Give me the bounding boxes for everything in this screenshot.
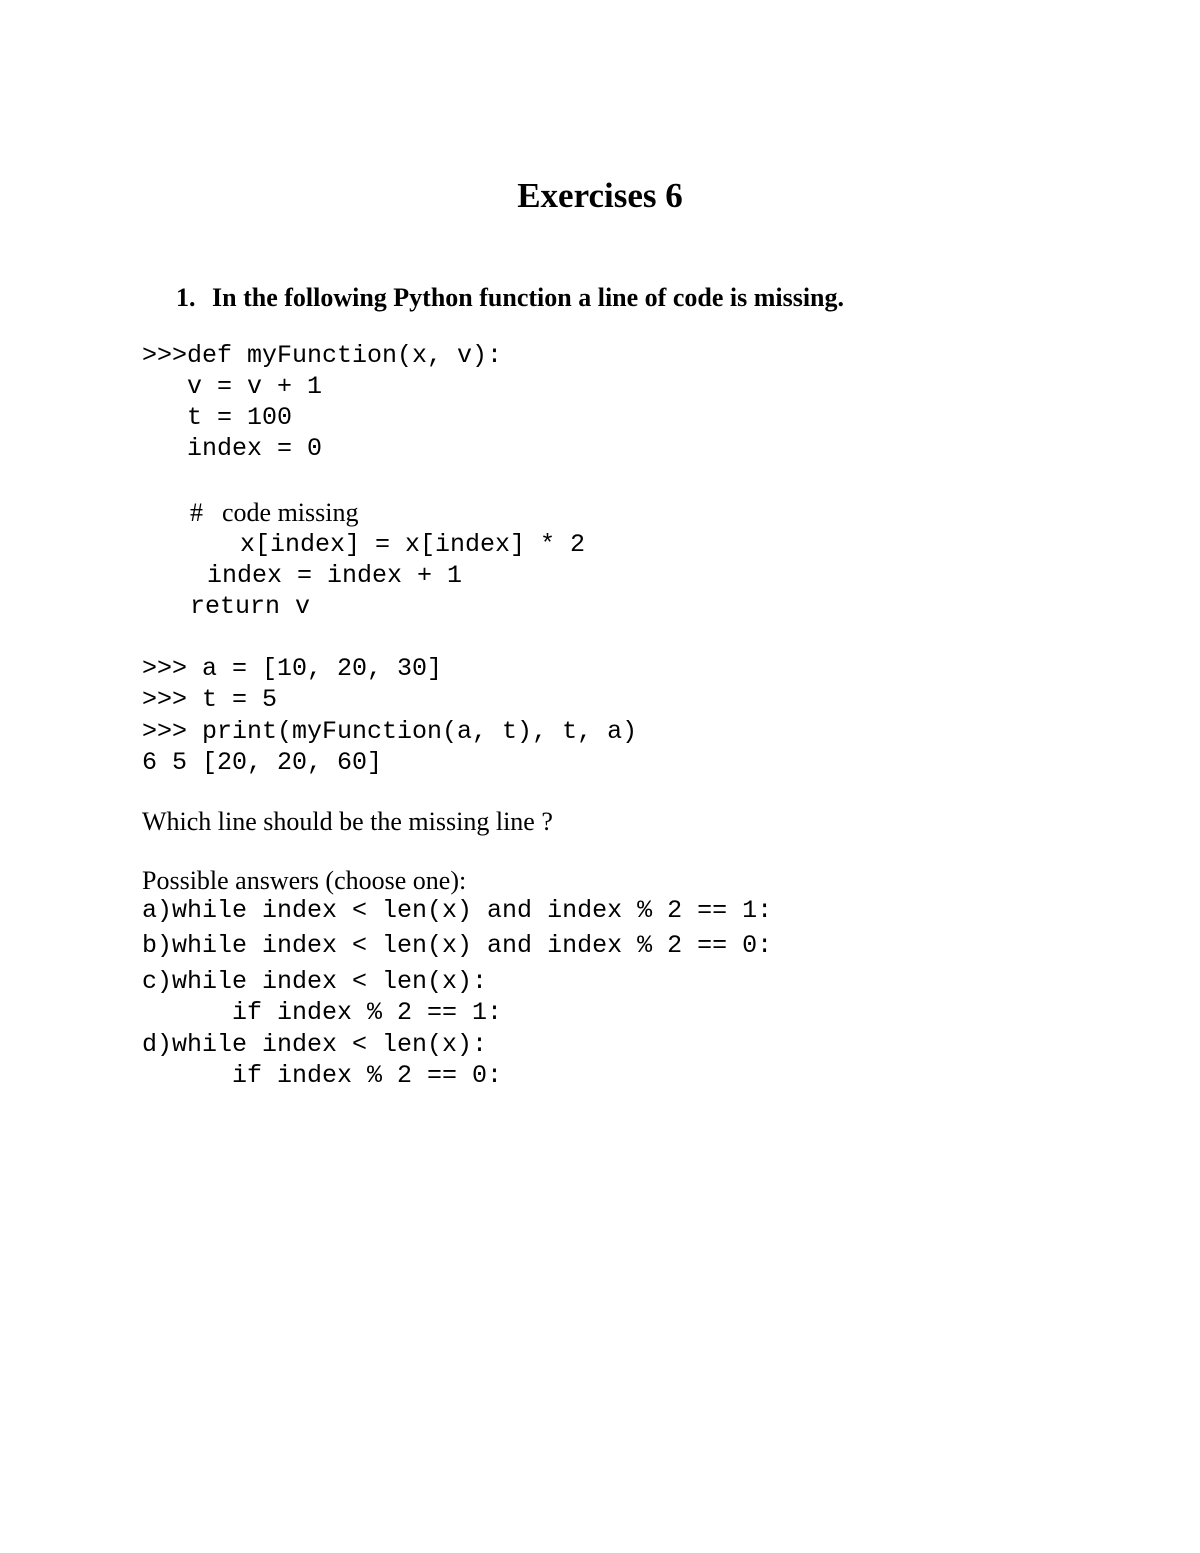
code-line: index = 0 <box>142 434 323 463</box>
comment-text: code missing <box>222 498 359 527</box>
question-number: 1. <box>176 283 196 312</box>
prompt-text: Which line should be the missing line ? <box>142 807 553 836</box>
session-line: 6 5 [20, 20, 60] <box>142 748 383 777</box>
code-line: x[index] = x[index] * 2 <box>240 530 586 559</box>
page-title: Exercises 6 <box>517 176 683 215</box>
comment-hash: # <box>190 498 203 527</box>
answer-b: b)while index < len(x) and index % 2 == 0: <box>142 931 773 960</box>
answer-a: a)while index < len(x) and index % 2 == 1: <box>142 896 773 925</box>
answer-c: c)while index < len(x): <box>142 967 488 996</box>
answer-d-cont: if index % 2 == 0: <box>142 1061 503 1090</box>
code-line: return v <box>190 592 311 621</box>
question-text: In the following Python function a line of code is missing. <box>212 283 845 312</box>
answer-d: d)while index < len(x): <box>142 1030 488 1059</box>
answer-c-cont: if index % 2 == 1: <box>142 998 503 1027</box>
session-line: >>> a = [10, 20, 30] <box>142 654 443 683</box>
code-line: index = index + 1 <box>207 561 463 590</box>
code-line: >>>def myFunction(x, v): <box>142 341 503 370</box>
code-line: v = v + 1 <box>142 372 323 401</box>
session-line: >>> t = 5 <box>142 685 278 714</box>
session-line: >>> print(myFunction(a, t), t, a) <box>142 717 638 746</box>
code-line: t = 100 <box>142 403 293 432</box>
answers-heading: Possible answers (choose one): <box>142 866 467 895</box>
